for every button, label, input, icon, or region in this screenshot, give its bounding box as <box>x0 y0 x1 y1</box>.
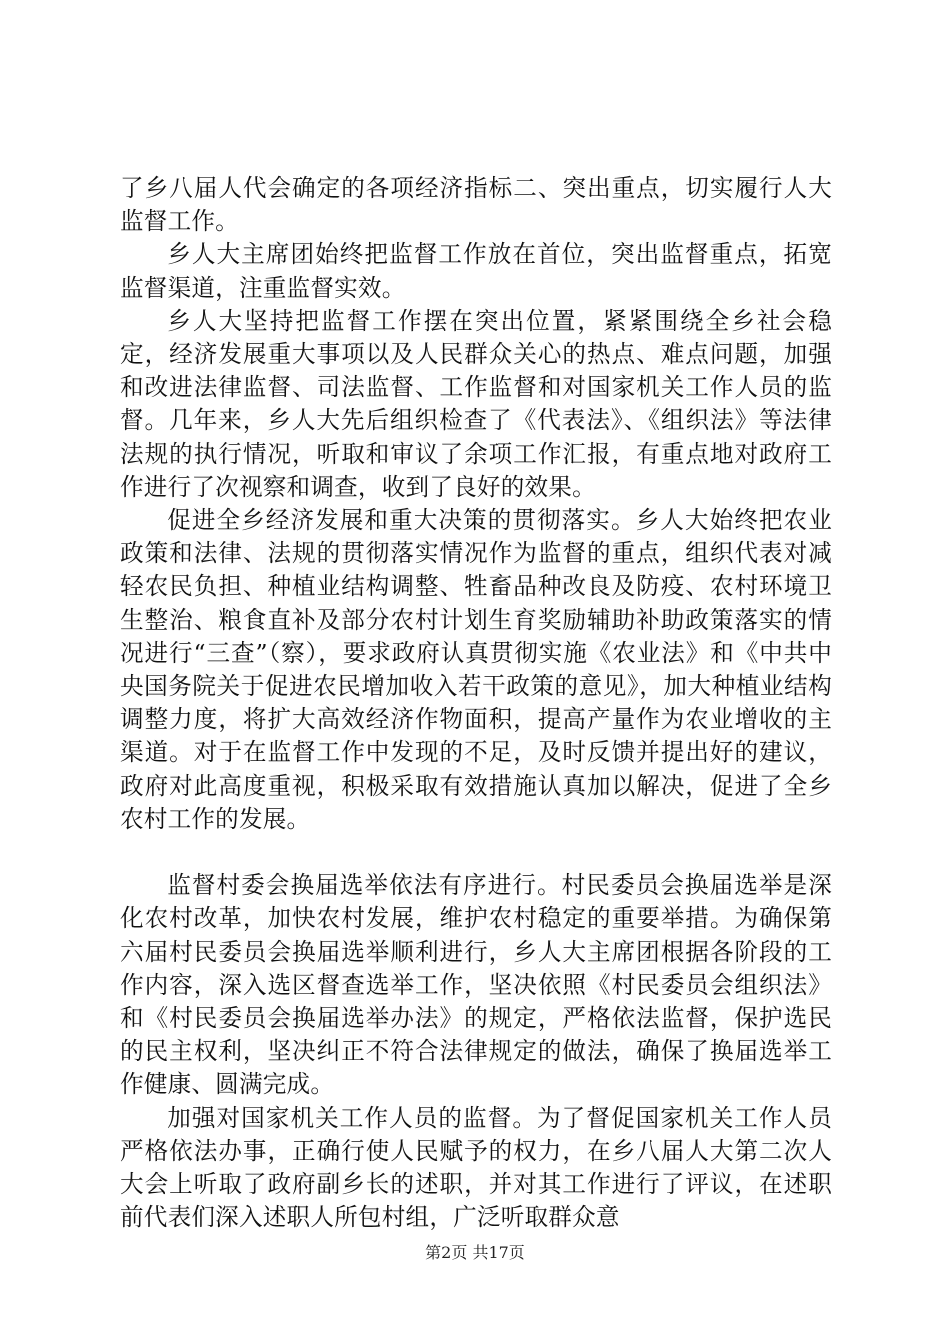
paragraph-staff-supervision: 加强对国家机关工作人员的监督。为了督促国家机关工作人员严格依法办事，正确行使人民赋予的权力，在乡八届人大第二次人大会上听取了政府副乡长的述职，并对其工作进行了评议，在述职前代表们深入述职人所包村组，广泛听取群众意 <box>120 1103 832 1232</box>
paragraph-continuation: 了乡八届人代会确定的各项经济指标二、突出重点，切实履行人大监督工作。 <box>120 174 832 236</box>
paragraph-economic-development: 促进全乡经济发展和重大决策的贯彻落实。乡人大始终把农业政策和法律、法规的贯彻落实情况作为监督的重点，组织代表对减轻农民负担、种植业结构调整、牲畜品种改良及防疫、农村环境卫生整治、粮食直补及部分农村计划生育奖励辅助补助政策落实的情况进行“三查”（察），要求政府认真贯彻实施《农业法》和《中共中央国务院关于促进农民增加收入若干政策的意见》，加大种植业结构调整力度，将扩大高效经济作物面积，提高产量作为农业增收的主渠道。对于在监督工作中发现的不足，及时反馈并提出好的建议，政府对此高度重视，积极采取有效措施认真加以解决，促进了全乡农村工作的发展。 <box>120 506 832 833</box>
paragraph-supervision-focus: 乡人大坚持把监督工作摆在突出位置，紧紧围绕全乡社会稳定，经济发展重大事项以及人民群众关心的热点、难点问题，加强和改进法律监督、司法监督、工作监督和对国家机关工作人员的监督。几年来，乡人大先后组织检查了《代表法》、《组织法》等法律法规的执行情况，听取和审议了余项工作汇报，有重点地对政府工作进行了次视察和调查，收到了良好的效果。 <box>120 306 832 501</box>
document-body <box>120 172 832 1234</box>
page-number-footer: 第2页 共17页 <box>425 1243 525 1262</box>
paragraph-supervision-priority: 乡人大主席团始终把监督工作放在首位，突出监督重点，拓宽监督渠道，注重监督实效。 <box>120 240 832 302</box>
paragraph-gap <box>120 836 832 869</box>
paragraph-village-election: 监督村委会换届选举依法有序进行。村民委员会换届选举是深化农村改革，加快农村发展，维护农村稳定的重要举措。为确保第六届村民委员会换届选举顺利进行，乡人大主席团根据各阶段的工作内容，深入选区督查选举工作，坚决依照《村民委员会组织法》和《村民委员会换届选举办法》的规定，严格依法监督，保护选民的民主权利，坚决纠正不符合法律规定的做法，确保了换届选举工作健康、圆满完成。 <box>120 871 832 1099</box>
